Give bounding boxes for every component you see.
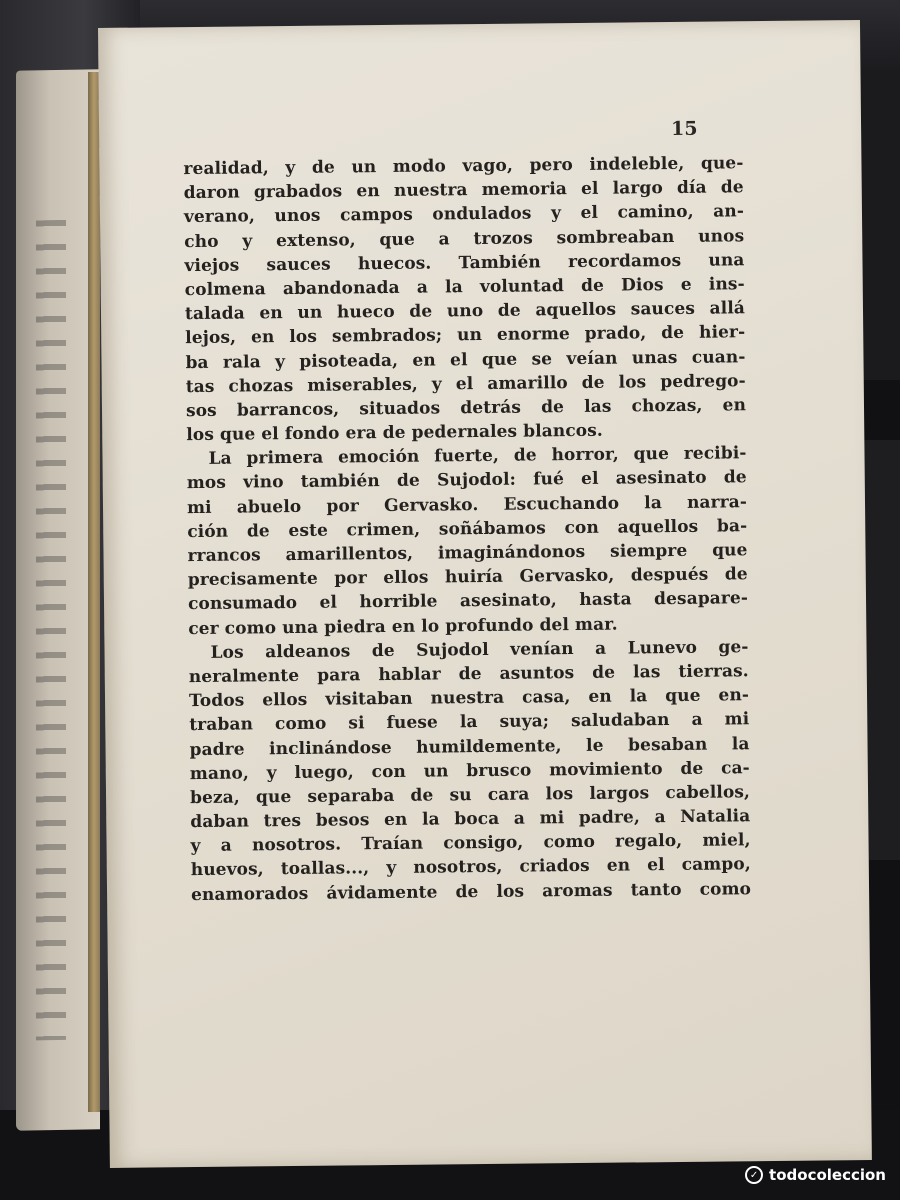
text-line: daban tres besos en la boca a mi padre, a Natalia [190, 806, 751, 833]
text-line: daron grabados en nuestra memoria el largo día de [183, 177, 744, 204]
page-body-text [183, 151, 751, 907]
text-line: lejos, en los sembrados; un enorme prado, de hier- [185, 322, 746, 349]
text-line: rrancos amarillentos, imaginándonos siempre que [187, 540, 748, 567]
watermark-text: todocoleccion [769, 1166, 886, 1184]
text-line: ba rala y pisoteada, en el que se veían unas cuan- [185, 346, 746, 373]
text-line: mos vino también de Sujodol: fué el asesinato de [186, 467, 747, 494]
text-line: ción de este crimen, soñábamos con aquellos ba- [187, 516, 748, 542]
text-line: precisamente por ellos huiría Gervasko, después de [187, 564, 748, 591]
text-line: Los aldeanos de Sujodol venían a Lunevo ge- [210, 636, 749, 663]
book-spine [88, 72, 100, 1112]
text-line: y a nosotros. Traían consigo, como regalo, miel, [190, 830, 751, 857]
text-line: padre inclinándose humildemente, le besaban la [189, 733, 750, 760]
text-line: cer como una piedra en lo profundo del mar. [188, 614, 618, 639]
page-number: 15 [670, 117, 698, 141]
text-line: los que el fondo era de pedernales blancos. [186, 420, 604, 446]
text-line: Todos ellos visitaban nuestra casa, en la que en- [188, 685, 750, 712]
text-line: mano, y luego, con un brusco movimiento de ca- [189, 757, 750, 784]
text-line: enamorados ávidamente de los aromas tanto como [190, 878, 752, 905]
text-line: consumado el horrible asesinato, hasta desapare- [187, 588, 749, 615]
text-line: mi abuelo por Gervasko. Escuchando la narra- [186, 491, 748, 518]
text-line: talada en un hueco de uno de aquellos sauces allá [184, 298, 746, 325]
text-line: verano, unos campos ondulados y el camino, an- [183, 201, 745, 228]
text-line: sos barrancos, situados detrás de las chozas, en [185, 395, 747, 421]
previous-page-text-traces [36, 220, 66, 1041]
text-line: tas chozas miserables, y el amarillo de los pedrego- [185, 370, 746, 397]
text-line: viejos sauces huecos. También recordamos una [184, 249, 745, 276]
watermark [745, 1166, 886, 1184]
watermark-logo-icon: ✓ [745, 1166, 763, 1184]
text-line: realidad, y de un modo vago, pero indeleble, que- [183, 153, 744, 180]
text-line: neralmente para hablar de asuntos de las tierras. [188, 661, 749, 688]
text-line: cho y extenso, que a trozos sombreaban unos [184, 225, 745, 252]
text-line: La primera emoción fuerte, de horror, que recibi- [208, 443, 747, 470]
text-line: traban como si fuese la suya; saludaban a mi [189, 709, 750, 736]
book-page [98, 20, 872, 1168]
text-line: huevos, toallas..., y nosotros, criados en el campo, [190, 854, 751, 881]
text-line: beza, que separaba de su cara los largos cabellos, [189, 782, 751, 808]
text-line: colmena abandonada a la voluntad de Dios e ins- [184, 274, 745, 301]
